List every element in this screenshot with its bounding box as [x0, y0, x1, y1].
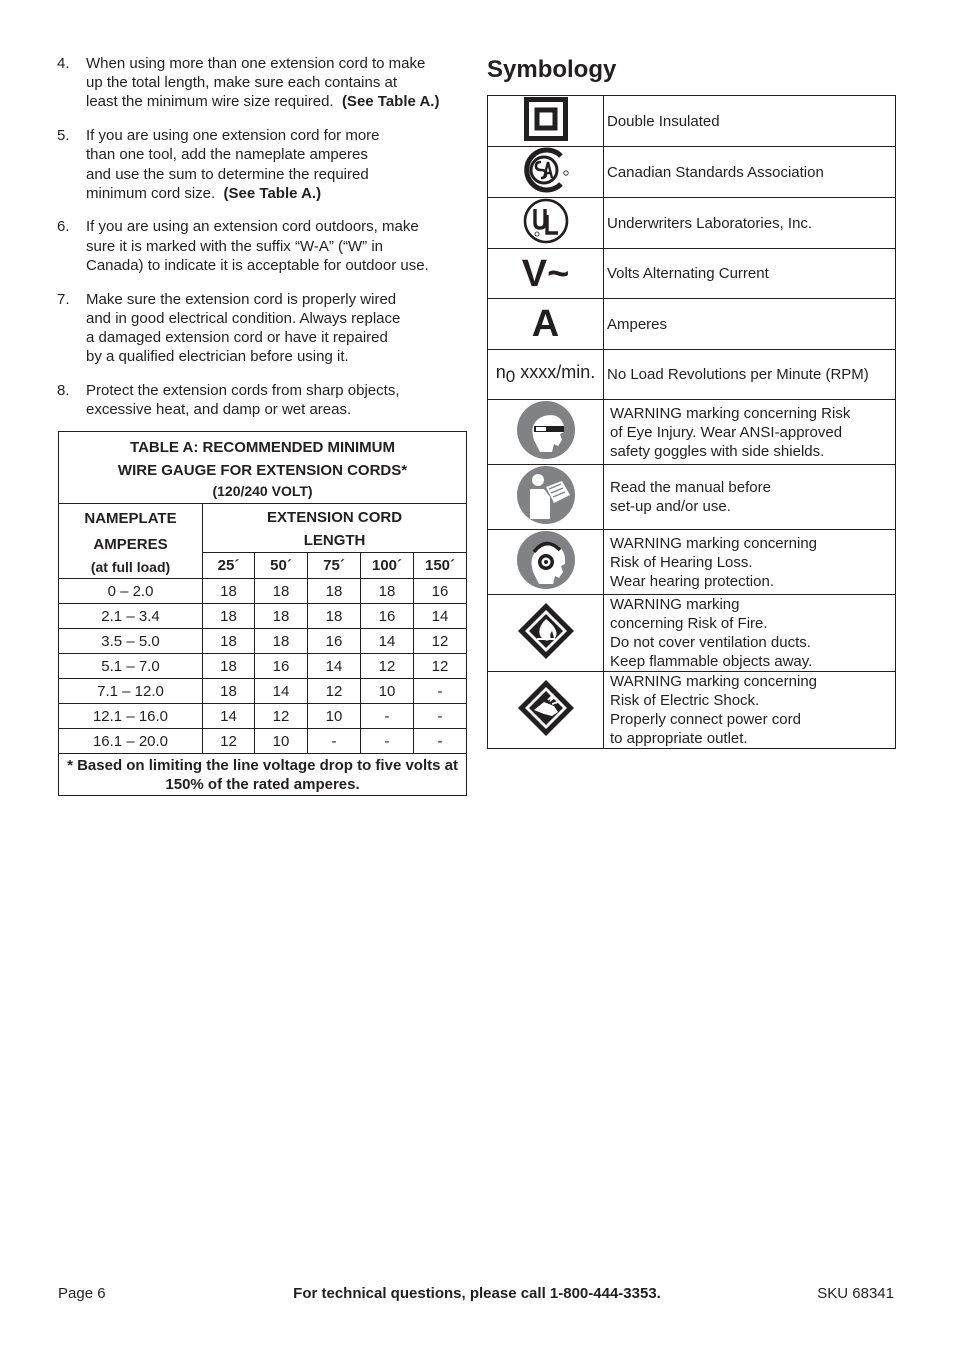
table-title [59, 432, 467, 504]
table-title-line: TABLE A: RECOMMENDED MINIMUM [130, 439, 396, 456]
header-note: (at full load) [90, 559, 171, 575]
symbol-description: Double Insulated [604, 96, 896, 147]
table-row [59, 629, 467, 654]
amperes-symbol [488, 299, 604, 350]
table-row [488, 350, 896, 400]
table-row [59, 704, 467, 729]
gauge-cell: 10 [308, 704, 361, 729]
wire-gauge-table [58, 431, 467, 796]
step-text-line: by a qualified electrician before using it. [86, 348, 349, 366]
read-manual-icon [488, 465, 604, 530]
table-row [488, 198, 896, 249]
step-number: 8. [57, 381, 70, 399]
table-row [59, 604, 467, 629]
list-item [57, 126, 466, 203]
step-text-line: excessive heat, and damp or wet areas. [86, 401, 352, 419]
list-item [57, 290, 466, 367]
footnote-line: 150% of the rated amperes. [165, 776, 360, 793]
list-item [57, 381, 466, 419]
eye-protection-icon [488, 400, 604, 465]
description-line: concerning Risk of Fire. [610, 615, 768, 632]
gauge-cell: 18 [308, 579, 361, 604]
description-line: Keep flammable objects away. [610, 653, 813, 670]
table-subtitle: (120/240 VOLT) [212, 483, 313, 499]
gauge-cell: 18 [203, 679, 255, 704]
gauge-cell: 14 [255, 679, 308, 704]
page-number: Page 6 [58, 1285, 106, 1302]
gauge-cell: 16 [414, 579, 467, 604]
step-text-line: When using more than one extension cord to make [86, 55, 426, 72]
table-row [488, 595, 896, 672]
gauge-cell: 14 [308, 654, 361, 679]
volts-ac-label: V~ [521, 252, 570, 295]
footnote-line: * Based on limiting the line voltage drop to five volts at [67, 757, 458, 774]
table-reference: (See Table A.) [341, 93, 440, 111]
symbol-description [604, 595, 896, 672]
gauge-cell: 18 [203, 579, 255, 604]
description-line: Risk of Electric Shock. [610, 692, 760, 709]
description-line: WARNING marking [610, 596, 740, 613]
step-number: 4. [57, 55, 70, 72]
gauge-cell: 12 [308, 679, 361, 704]
table-row [59, 654, 467, 679]
gauge-cell: - [361, 729, 414, 754]
double-insulated-icon [488, 96, 604, 147]
description-line: WARNING marking concerning [610, 534, 818, 552]
gauge-cell: - [414, 729, 467, 754]
header-line: LENGTH [303, 532, 366, 549]
gauge-cell: 12 [255, 704, 308, 729]
rpm-label [495, 362, 596, 386]
technical-support-phone: For technical questions, please call 1-800-444-3353. [293, 1285, 661, 1302]
extension-cord-instructions [57, 54, 466, 434]
ul-icon [488, 198, 604, 249]
gauge-cell: 18 [361, 579, 414, 604]
nameplate-amperes-header [59, 504, 203, 579]
gauge-cell: 12 [414, 654, 467, 679]
amperes-cell: 12.1 – 16.0 [59, 704, 203, 729]
table-row [59, 679, 467, 704]
gauge-cell: 16 [308, 629, 361, 654]
gauge-cell: 12 [361, 654, 414, 679]
gauge-cell: 14 [414, 604, 467, 629]
amperes-cell: 7.1 – 12.0 [59, 679, 203, 704]
description-line: Do not cover ventilation ducts. [610, 634, 811, 651]
symbol-description: Canadian Standards Association [604, 147, 896, 198]
fire-hazard-icon [488, 595, 604, 672]
table-row [488, 530, 896, 595]
description-line: Read the manual before [610, 479, 771, 496]
volts-ac-symbol [488, 249, 604, 299]
csa-icon [488, 147, 604, 198]
gauge-cell: - [414, 679, 467, 704]
description-line: WARNING marking concerning [610, 673, 818, 690]
step-text-line: Protect the extension cords from sharp objects, [86, 381, 400, 399]
table-row [488, 249, 896, 299]
description-line: safety goggles with side shields. [610, 442, 825, 460]
gauge-cell: 14 [203, 704, 255, 729]
symbol-description: No Load Revolutions per Minute (RPM) [604, 350, 896, 400]
step-text-line: up the total length, make sure each contains at [86, 74, 398, 92]
gauge-cell: - [308, 729, 361, 754]
step-number: 7. [57, 290, 70, 308]
table-row [488, 672, 896, 749]
amperes-cell: 16.1 – 20.0 [59, 729, 203, 754]
symbol-description [604, 465, 896, 530]
table-row [488, 400, 896, 465]
table-footnote [59, 754, 467, 796]
gauge-cell: 18 [203, 654, 255, 679]
extension-cord-length-header [203, 504, 467, 553]
rpm-symbol [488, 350, 604, 400]
table-row [488, 299, 896, 350]
gauge-cell: 18 [203, 629, 255, 654]
gauge-cell: 18 [255, 604, 308, 629]
sku-label: SKU 68341 [817, 1285, 894, 1302]
list-item [57, 217, 466, 275]
gauge-cell: 16 [255, 654, 308, 679]
symbol-description: Amperes [604, 299, 896, 350]
step-number: 5. [57, 127, 70, 145]
step-text-line: sure it is marked with the suffix “W-A” (“W” in [86, 237, 383, 255]
gauge-cell: 12 [203, 729, 255, 754]
length-header: 150´ [414, 553, 467, 579]
steps-list [57, 54, 466, 419]
gauge-cell: 18 [308, 604, 361, 629]
gauge-cell: 18 [255, 579, 308, 604]
step-text-line: than one tool, add the nameplate amperes [86, 146, 368, 164]
step-text-line: and in good electrical condition. Always replace [86, 309, 401, 327]
table-row [59, 579, 467, 604]
step-text-line: least the minimum wire size required. [86, 93, 334, 111]
symbology-table [487, 95, 896, 749]
symbol-description: Volts Alternating Current [604, 249, 896, 299]
electric-shock-icon [488, 672, 604, 749]
table-reference: (See Table A.) [223, 184, 322, 202]
step-text-line: If you are using one extension cord for more [86, 127, 380, 145]
length-header: 50´ [255, 553, 308, 579]
description-line: Wear hearing protection. [610, 572, 774, 590]
length-header: 100´ [361, 553, 414, 579]
amperes-cell: 3.5 – 5.0 [59, 629, 203, 654]
description-line: Properly connect power cord [610, 711, 801, 728]
symbol-description [604, 672, 896, 749]
gauge-cell: 16 [361, 604, 414, 629]
symbology-heading: Symbology [487, 56, 617, 83]
symbol-description [604, 530, 896, 595]
step-text-line: Make sure the extension cord is properly wired [86, 290, 397, 308]
table-row [488, 465, 896, 530]
table-title-line: WIRE GAUGE FOR EXTENSION CORDS* [117, 462, 408, 479]
table-row [59, 729, 467, 754]
amperes-cell: 5.1 – 7.0 [59, 654, 203, 679]
description-line: WARNING marking concerning Risk [610, 404, 851, 422]
step-number: 6. [57, 218, 70, 236]
gauge-cell: 10 [361, 679, 414, 704]
header-line: EXTENSION CORD [267, 509, 403, 526]
description-line: to appropriate outlet. [610, 730, 748, 747]
length-header: 25´ [203, 553, 255, 579]
header-line: AMPERES [93, 536, 168, 553]
gauge-cell: - [361, 704, 414, 729]
symbol-description [604, 400, 896, 465]
length-header: 75´ [308, 553, 361, 579]
step-text-line: a damaged extension cord or have it repaired [86, 328, 388, 346]
amperes-label: A [531, 303, 560, 345]
step-text-line: If you are using an extension cord outdoors, make [86, 218, 419, 236]
gauge-cell: 10 [255, 729, 308, 754]
table-row [488, 147, 896, 198]
amperes-cell: 2.1 – 3.4 [59, 604, 203, 629]
description-line: Risk of Hearing Loss. [610, 553, 753, 571]
list-item [57, 54, 466, 112]
gauge-cell: 18 [255, 629, 308, 654]
amperes-cell: 0 – 2.0 [59, 579, 203, 604]
header-line: NAMEPLATE [84, 510, 177, 527]
rpm-subscript: 0 [505, 367, 516, 386]
step-text-line: minimum cord size. [86, 184, 216, 202]
table-row [488, 96, 896, 147]
rpm-rest: xxxx/min. [515, 362, 596, 382]
rpm-n: n [495, 362, 506, 382]
symbol-description: Underwriters Laboratories, Inc. [604, 198, 896, 249]
gauge-cell: 18 [203, 604, 255, 629]
gauge-cell: 12 [414, 629, 467, 654]
description-line: of Eye Injury. Wear ANSI-approved [610, 423, 843, 441]
gauge-cell: - [414, 704, 467, 729]
step-text-line: Canada) to indicate it is acceptable for outdoor use. [86, 256, 429, 274]
hearing-protection-icon [488, 530, 604, 595]
gauge-cell: 14 [361, 629, 414, 654]
description-line: set-up and/or use. [610, 498, 731, 515]
step-text-line: and use the sum to determine the required [86, 165, 369, 183]
